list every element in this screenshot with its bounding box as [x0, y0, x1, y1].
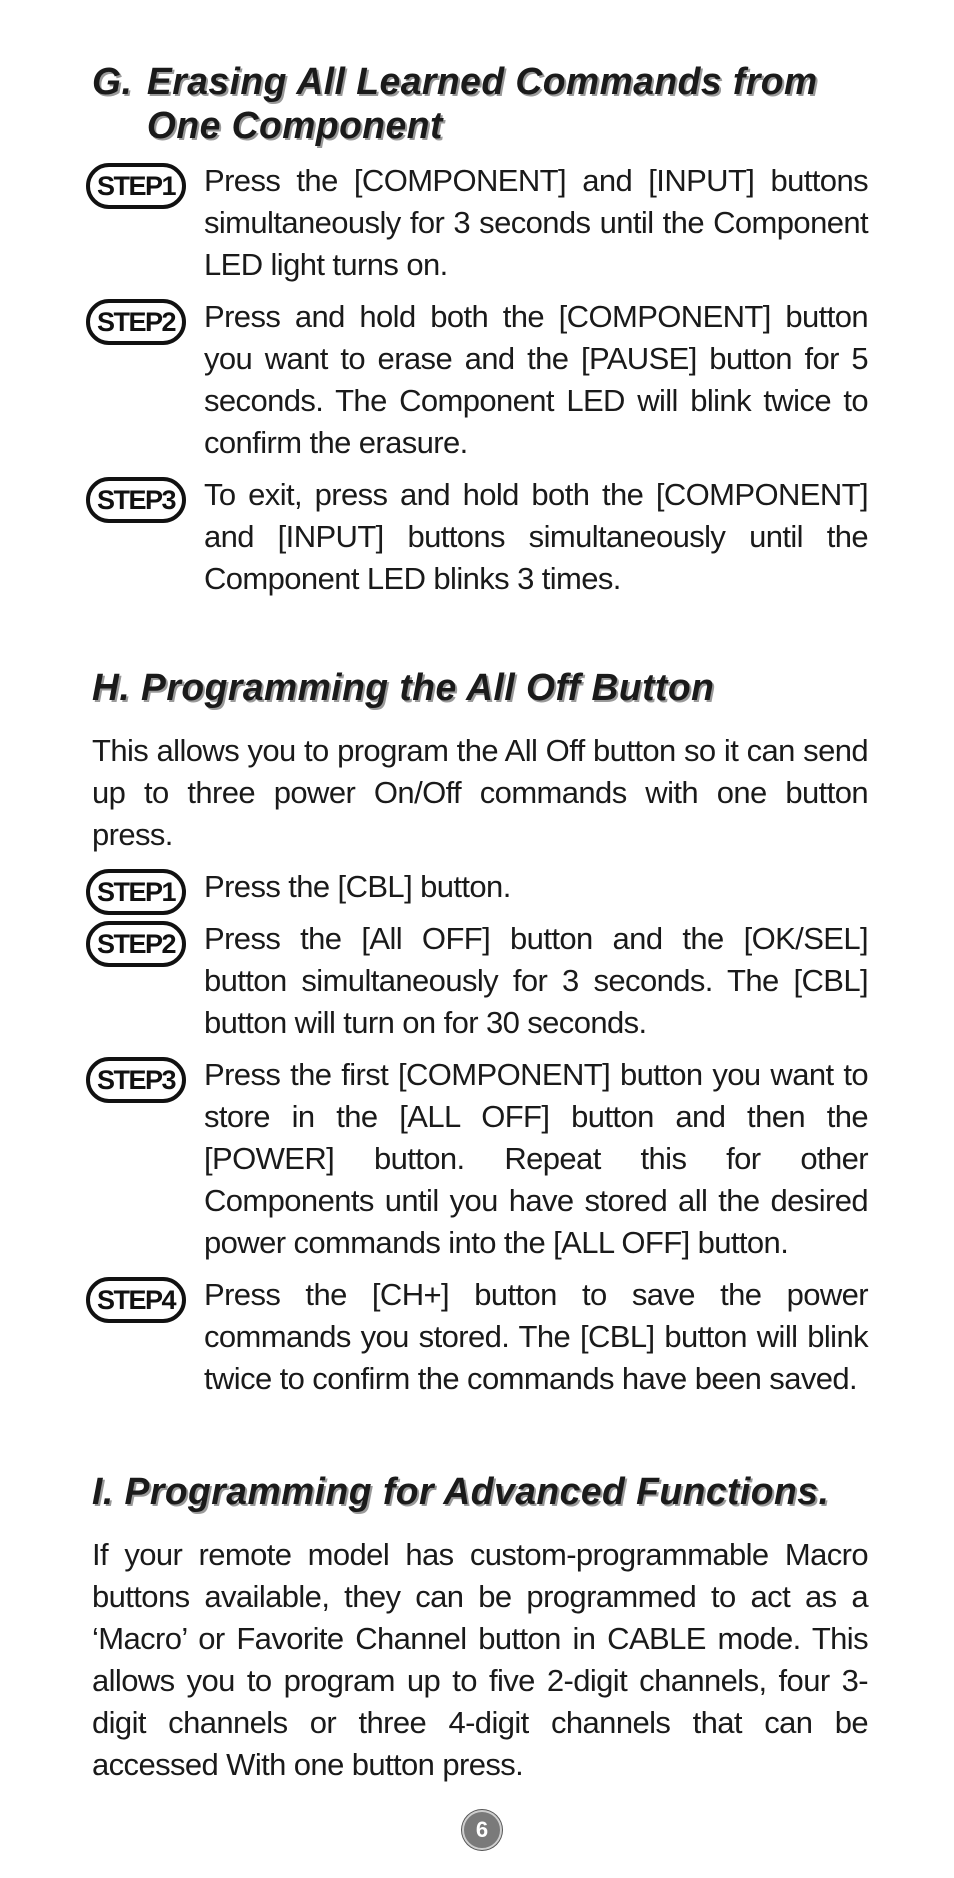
step-text: Press and hold both the [COMPONENT] button you want to erase and the [PAUSE] button for 5 seconds. The Component LED will blink twice to confirm the erasure.	[204, 299, 868, 460]
step-text: Press the [COMPONENT] and [INPUT] buttons simultaneously for 3 seconds until the Component LED light turns on.	[204, 163, 868, 282]
section-g-step-3	[92, 474, 868, 600]
section-i-body: If your remote model has custom-programmable Macro buttons available, they can be programmed to act as a ‘Macro’ or Favorite Channel button in CABLE mode. This allows you to program up to five 2-digit channels, four 3-digit channels or three 4-digit channels that can be accessed With one button press.	[92, 1537, 868, 1782]
step-badge: STEP3	[86, 477, 186, 523]
page-number-badge: 6	[462, 1810, 502, 1850]
section-h-intro: This allows you to program the All Off button so it can send up to three power On/Off commands with one button press.	[92, 733, 868, 852]
section-g-step-1	[92, 160, 868, 286]
step-text: Press the first [COMPONENT] button you want to store in the [ALL OFF] button and then the [POWER] button. Repeat this for other Components until you have stored all the desired power commands into the [ALL OFF] button.	[204, 1057, 868, 1260]
step-badge: STEP4	[86, 1277, 186, 1323]
section-g-title-line2: One Component	[146, 105, 443, 147]
step-text: Press the [All OFF] button and the [OK/SEL] button simultaneously for 3 seconds. The [CBL] button will turn on for 30 seconds.	[204, 921, 868, 1040]
section-g-title-line1: Erasing All Learned Commands from	[146, 61, 818, 103]
step-text: Press the [CBL] button.	[204, 869, 511, 904]
section-g-letter: G.	[92, 61, 133, 103]
section-h-step-2	[92, 918, 868, 1044]
step-badge: STEP1	[86, 869, 186, 915]
section-h-step-4	[92, 1274, 868, 1400]
step-badge: STEP1	[86, 163, 186, 209]
section-g-title	[92, 60, 852, 148]
section-h-step-1	[92, 866, 868, 908]
section-h-title: H. Programming the All Off Button	[92, 667, 715, 709]
section-i-title: I. Programming for Advanced Functions.	[92, 1471, 830, 1513]
step-badge: STEP2	[86, 921, 186, 967]
section-g-step-2	[92, 296, 868, 464]
step-text: To exit, press and hold both the [COMPONENT] and [INPUT] buttons simultaneously until the Component LED blinks 3 times.	[204, 477, 868, 596]
manual-page	[92, 60, 868, 1786]
step-badge: STEP2	[86, 299, 186, 345]
step-text: Press the [CH+] button to save the power commands you stored. The [CBL] button will blink twice to confirm the commands have been saved.	[204, 1277, 868, 1396]
section-h-step-3	[92, 1054, 868, 1264]
step-badge: STEP3	[86, 1057, 186, 1103]
